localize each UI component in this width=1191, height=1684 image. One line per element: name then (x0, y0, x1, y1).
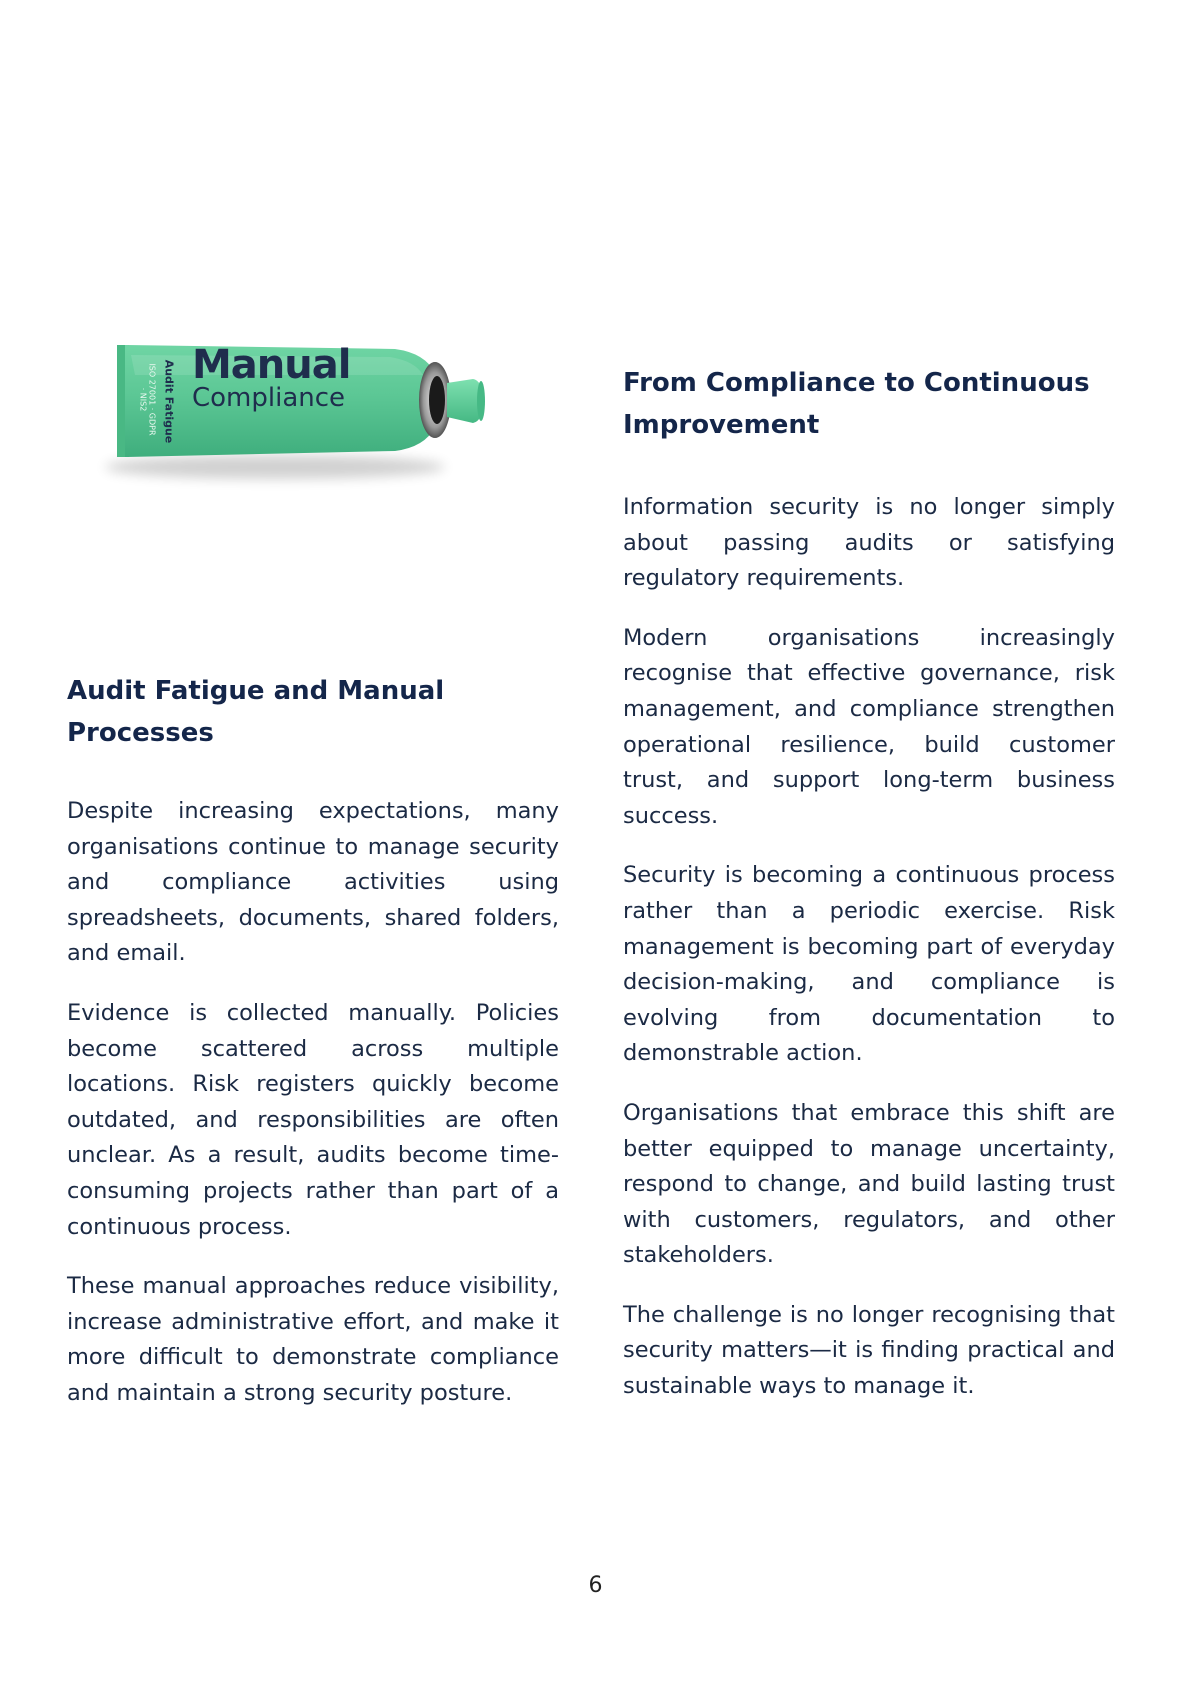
tube-side-small-2: · NIS2 (138, 387, 148, 412)
right-paragraph-4: Organisations that embrace this shift are better equipped to manage uncertainty, respond to change, and build lasting trust with customers, regulators, and other stakeholders. (623, 1099, 1115, 1269)
right-paragraph-5: The challenge is no longer recognising that security matters—it is finding practical and sustainable ways to manage it. (623, 1301, 1115, 1400)
right-paragraph-2: Modern organisations increasingly recognise that effective governance, risk management, and compliance strengthen operational resilience, build customer trust, and support long-term business success. (623, 624, 1115, 829)
left-paragraph-2: Evidence is collected manually. Policies become scattered across multiple locations. Risk registers quickly become outdated, and responsibilities are often unclear. As a result, audits become time-consuming projects rather than part of a continuous process. (67, 999, 559, 1240)
tube-side-label: Audit Fatigue (162, 359, 176, 444)
tube-brand-line2: Compliance (192, 383, 346, 413)
page-number: 6 (588, 1573, 603, 1598)
right-column (623, 362, 1115, 1429)
right-heading: From Compliance to Continuous Improvement (623, 368, 1090, 440)
tube-brand-line1: Manual (192, 342, 351, 388)
left-heading: Audit Fatigue and Manual Processes (67, 676, 445, 748)
right-paragraph-3: Security is becoming a continuous process rather than a periodic exercise. Risk management is becoming part of everyday decision-making, and compliance is evolving from documentation to demonstrable action. (623, 862, 1115, 1067)
product-tube-image (95, 335, 525, 495)
tube-side-small-1: ISO 27001 · GDPR (147, 363, 157, 436)
right-paragraph-1: Information security is no longer simply about passing audits or satisfying regulatory requirements. (623, 494, 1115, 592)
left-paragraph-3: These manual approaches reduce visibility, increase administrative effort, and make it more difficult to demonstrate compliance and maintain a strong security posture. (67, 1273, 559, 1406)
left-column (67, 670, 559, 1436)
left-paragraph-1: Despite increasing expectations, many organisations continue to manage security and compliance activities using spreadsheets, documents, shared folders, and email. (67, 798, 559, 967)
